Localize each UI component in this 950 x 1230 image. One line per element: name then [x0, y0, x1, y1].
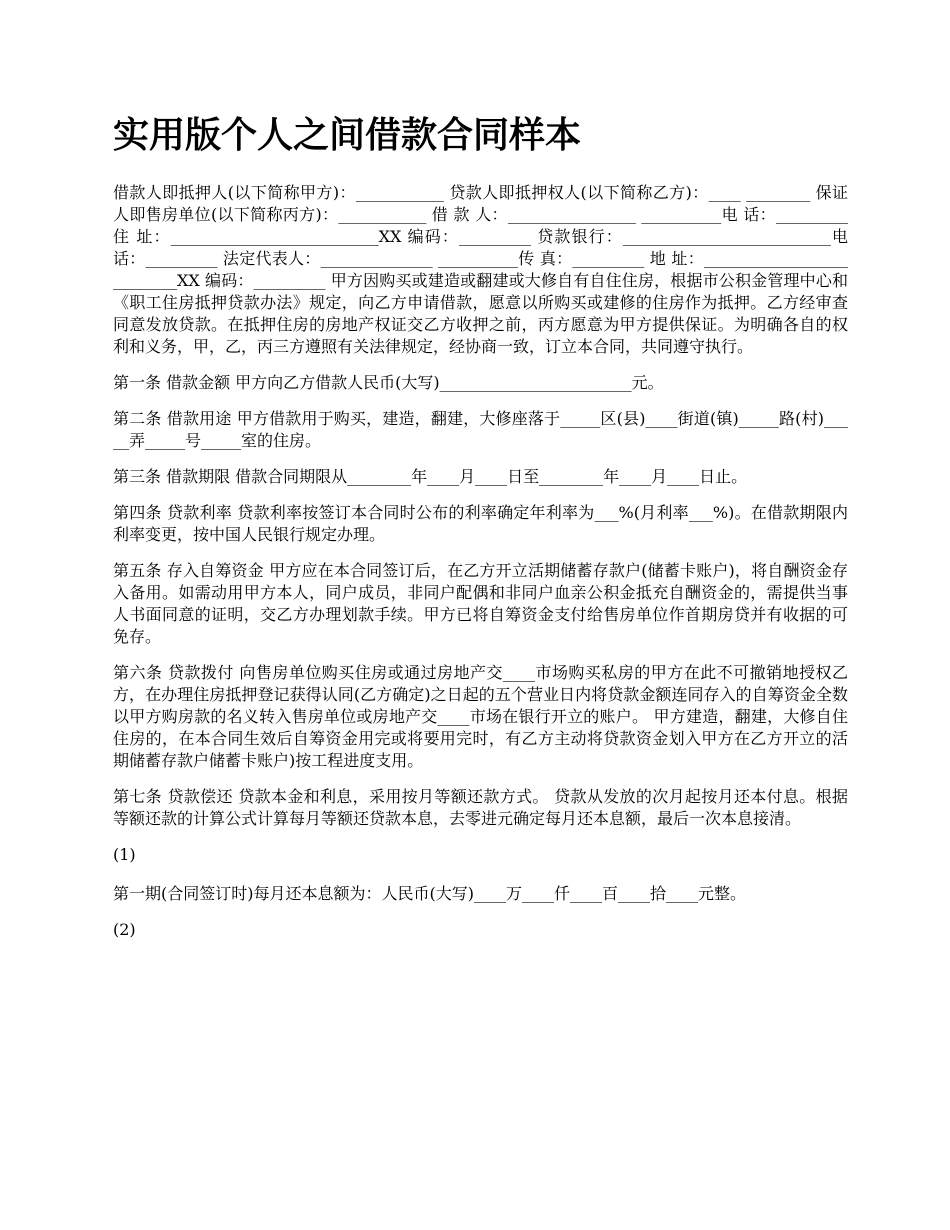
intro-paragraph: 借款人即抵押人(以下简称甲方)：___________ 贷款人即抵押权人(以下简称乙方)：____ ________ 保证人即售房单位(以下简称丙方)：___________ 借 款 人：________________ __________电 话：_________ 住 址：__________________________XX 编码：_________ 贷款银行：__________________________电 话：_________ 法定代表人：______________ __________传 真：_________ 地 址：__________________________XX 编码：_________ 甲方因购买或建造或翻建或大修自有自住住房，根据市公积金管理中心和《职工住房抵押贷款办法》规定，向乙方申请借款，愿意以所购买或建修的住房作为抵押。乙方经审查同意发放贷款。在抵押住房的房地产权证交乙方收押之前，丙方愿意为甲方提供保证。为明确各自的权利和义务，甲，乙，丙三方遵照有关法律规定，经协商一致，订立本合同，共同遵守执行。 [113, 183, 848, 356]
article-2: 第二条 借款用途 甲方借款用于购买，建造，翻建，大修座落于_____区(县)____街道(镇)_____路(村)_____弄_____号_____室的住房。 [113, 409, 848, 450]
list-marker-2: (2) [113, 920, 136, 939]
article-3: 第三条 借款期限 借款合同期限从________年____月____日至________年____月____日止。 [113, 467, 748, 486]
document-title: 实用版个人之间借款合同样本 [113, 115, 582, 156]
repayment-first-period: 第一期(合同签订时)每月还本息额为：人民币(大写)____万____仟____百____拾____元整。 [113, 884, 746, 903]
article-1: 第一条 借款金额 甲方向乙方借款人民币(大写)________________________元。 [113, 373, 664, 392]
article-4: 第四条 贷款利率 贷款利率按签订本合同时公布的利率确定年利率为___%(月利率___%)。在借款期限内利率变更，按中国人民银行规定办理。 [113, 503, 848, 544]
contract-page [113, 112, 848, 958]
list-marker-1: (1) [113, 845, 136, 864]
article-5: 第五条 存入自筹资金 甲方应在本合同签订后，在乙方开立活期储蓄存款户(储蓄卡账户)，将自酬资金存入备用。如需动用甲方本人，同户成员，非同户配偶和非同户血亲公积金抵充自酬资金的，需提供当事人书面同意的证明，交乙方办理划款手续。甲方已将自筹资金支付给售房单位作首期房贷并有收据的可免存。 [113, 561, 848, 646]
article-7: 第七条 贷款偿还 贷款本金和利息，采用按月等额还款方式。 贷款从发放的次月起按月还本付息。根据等额还款的计算公式计算每月等额还贷款本息，去零进元确定每月还本息额，最后一次本息接清。 [113, 787, 848, 828]
article-6: 第六条 贷款拨付 向售房单位购买住房或通过房地产交____市场购买私房的甲方在此不可撤销地授权乙方，在办理住房抵押登记获得认同(乙方确定)之日起的五个营业日内将贷款金额连同存入的自筹资金全数以甲方购房款的名义转入售房单位或房地产交____市场在银行开立的账户。 甲方建造，翻建，大修自住住房的，在本合同生效后自筹资金用完或将要用完时，有乙方主动将贷款资金划入甲方在乙方开立的活期储蓄存款户储蓄卡账户)按工程进度支用。 [113, 663, 848, 770]
